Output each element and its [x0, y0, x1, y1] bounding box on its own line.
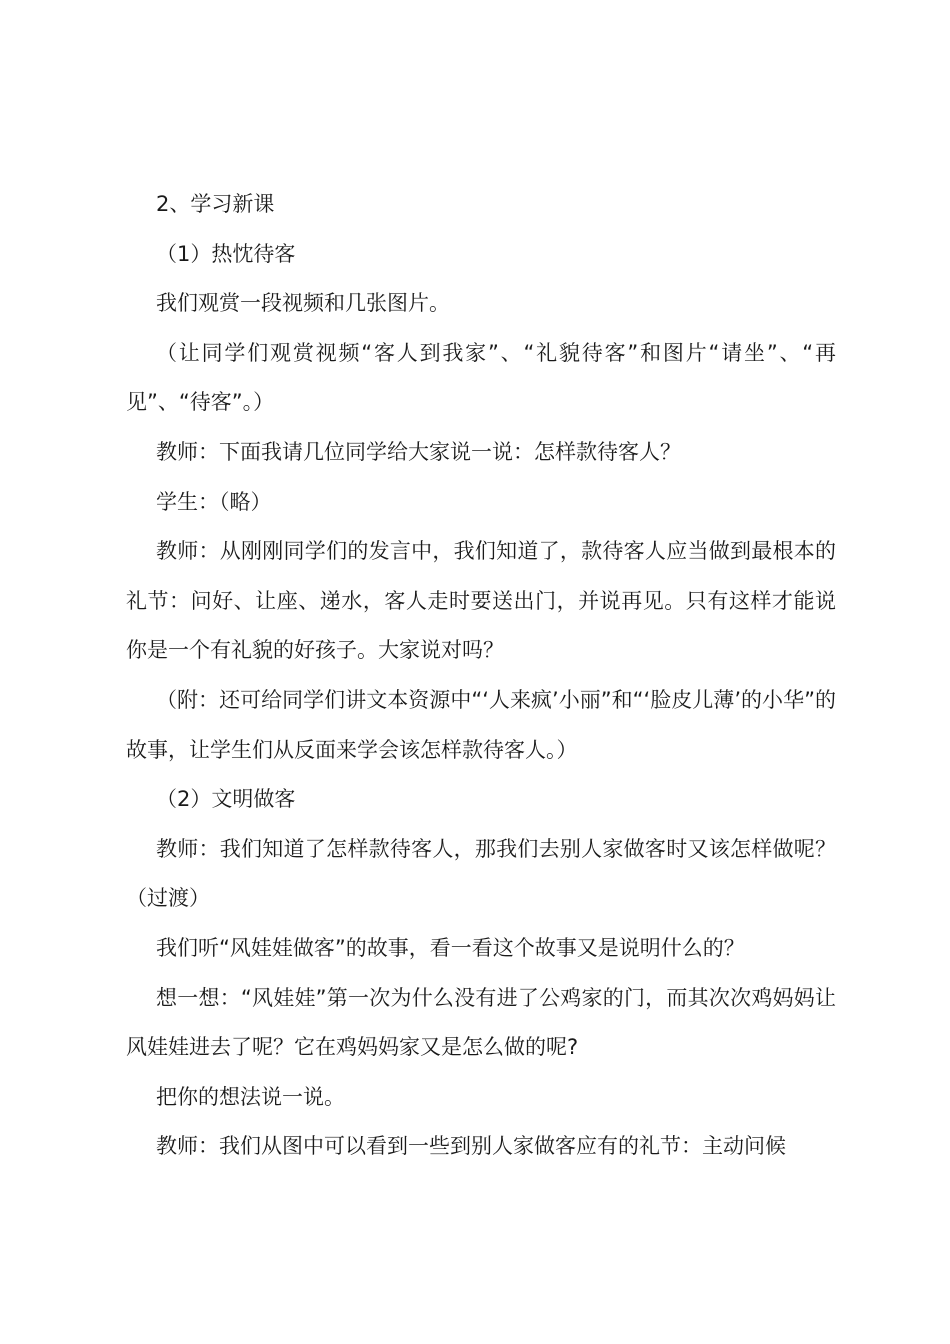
paragraph: （附：还可给同学们讲文本资源中“‘人来疯’小丽”和“‘脸皮儿薄’的小华”的故事，让学生们从反面来学会该怎样款待客人。）: [126, 687, 836, 762]
document-page: [126, 180, 836, 1172]
paragraph: 想一想：“风娃娃”第一次为什么没有进了公鸡家的门，而其次次鸡妈妈让风娃娃进去了呢？它在鸡妈妈家又是怎么做的呢?: [126, 985, 836, 1060]
subsection-heading: （1）热忱待客: [156, 241, 296, 266]
paragraph: 教师：我们知道了怎样款待客人，那我们去别人家做客时又该怎样做呢？（过渡）: [126, 836, 836, 911]
paragraph: 我们听“风娃娃做客”的故事，看一看这个故事又是说明什么的？: [156, 935, 745, 960]
paragraph: 学生：（略）: [156, 489, 272, 514]
paragraph: 教师：我们从图中可以看到一些到别人家做客应有的礼节：主动问候: [156, 1134, 786, 1159]
paragraph: （让同学们观赏视频“客人到我家”、“礼貌待客”和图片“请坐”、“再见”、“待客”。）: [126, 340, 836, 415]
section-heading: 2、学习新课: [156, 192, 275, 216]
paragraph: 教师：从刚刚同学们的发言中，我们知道了，款待客人应当做到最根本的礼节：问好、让座、递水，客人走时要送出门，并说再见。只有这样才能说你是一个有礼貌的好孩子。大家说对吗？: [126, 539, 836, 663]
paragraph: 教师：下面我请几位同学给大家说一说：怎样款待客人？: [156, 439, 681, 464]
subsection-heading: （2）文明做客: [156, 787, 296, 812]
paragraph: 我们观赏一段视频和几张图片。: [156, 291, 450, 316]
paragraph: 把你的想法说一说。: [156, 1084, 345, 1109]
